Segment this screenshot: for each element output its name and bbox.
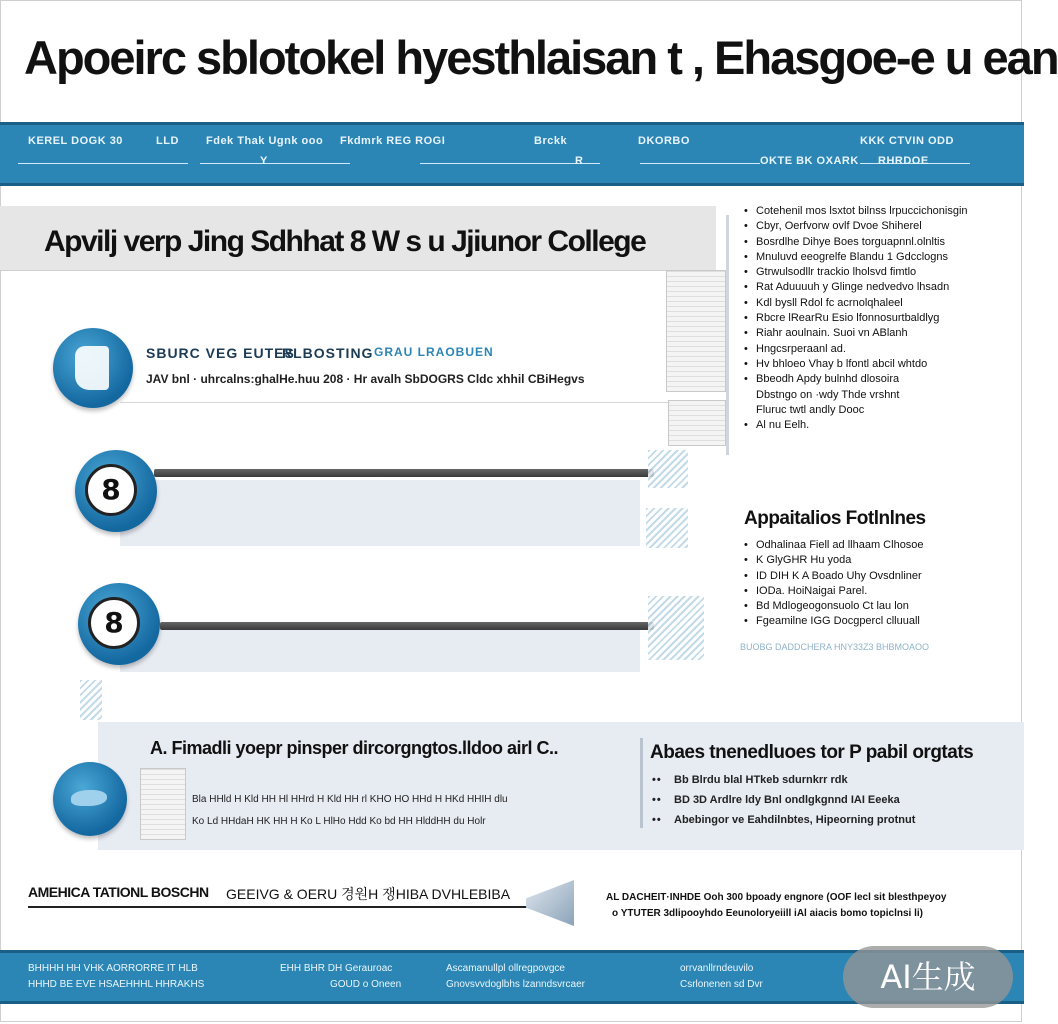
progress-bar [160, 622, 654, 630]
bottom-right-title: Abaes tnenedluoes tor P pabil orgtats [650, 742, 974, 763]
list-item: Fluruc twtl andly Dooc [756, 403, 865, 416]
divider [28, 906, 548, 908]
cta-description: o YTUTER 3dlipooyhdo Eeunoloryeiill iAl aiacis bomo topiclnsi li) [612, 908, 923, 919]
cta-description: AL DACHEIT·INHDE Ooh 300 bpoady engnore (OOF lecl sit blesthpeyoy [606, 892, 947, 903]
footer-text: Ascamanullpl ollregpovgce [446, 963, 565, 974]
section-subtitle: Apvilj verp Jing Sdhhat 8 W s u Jjiunor College [44, 225, 646, 258]
decorative-graphic [648, 450, 688, 488]
document-thumbnail [668, 400, 726, 446]
top-banner [0, 122, 1024, 186]
step-badge [75, 450, 157, 532]
features-title: Appaitalios Fotlnlnes [744, 508, 926, 529]
bottom-text: Bla HHld H Kld HH Hl HHrd H Kld HH rl KHO HO HHd H HKd HHIH dlu [192, 794, 508, 805]
banner-text: OKTE BK OXARK [760, 155, 859, 167]
banner-text: Fkdmrk REG ROGI [340, 135, 446, 147]
list-item: • Odhalinaa Fiell ad llhaam Clhosoe [744, 538, 994, 553]
features-list [744, 538, 994, 630]
banner-text: R [575, 155, 584, 167]
list-item: • Rbcre lRearRu Esio lfonnosurtbaldlyg [744, 311, 1002, 326]
list-item: • Bd Mdlogeogonsuolo Ct lau lon [744, 599, 994, 614]
cta-text: GEEIVG & OERU 경원H 쟁HIBA DVHLEBIBA [226, 886, 511, 902]
footer-text: Gnovsvvdoglbhs lzanndsvrcaer [446, 979, 585, 990]
features-note: BUOBG DADDCHERA HNY33Z3 BHBMOAOO [740, 642, 930, 652]
list-item: • Bosrdlhe Dihye Boes torguapnnl.olnltis [744, 235, 1002, 250]
list-item: • Cbyr, Oerfvorw ovlf Dvoe Shiherel [744, 219, 1002, 234]
list-item: • Bbeodh Apdy bulnhd dlosoira [744, 372, 1002, 387]
footer-text: HHHD BE EVE HSAEHHHL HHRAKHS [28, 979, 205, 990]
list-item: • • BD 3D Ardlre ldy Bnl ondlgkgnnd IAI Eeeka [652, 790, 992, 810]
decorative-graphic [648, 596, 704, 660]
step-panel [120, 630, 640, 672]
divider [120, 402, 670, 403]
decorative-graphic [646, 508, 688, 548]
ai-generated-badge: AI生成 [843, 946, 1013, 1008]
list-item: • Cotehenil mos lsxtot bilnss lrpuccichonisgin [744, 204, 1002, 219]
list-item: • Hv bhloeo Vhay b lfontl abcil whtdo [744, 357, 1002, 372]
bottom-heading: A. Fimadli yoepr pinsper dircorgngtos.lldoo airl C.. [150, 738, 559, 758]
list-item: • Kdl bysll Rdol fc acrnolqhaleel [744, 296, 1002, 311]
step-panel [120, 480, 640, 546]
list-item: • Rat Aduuuuh y Glinge nedvedvo lhsadn [744, 280, 1002, 295]
step-heading: SBURC VEG EUTES [146, 345, 295, 361]
progress-bar [154, 469, 654, 477]
list-item: • Al nu Eelh. [744, 418, 1002, 433]
step-heading: RLBOSTING [282, 345, 374, 361]
list-item: • ID DIH K A Boado Uhy Ovsdnliner [744, 569, 994, 584]
divider [726, 215, 729, 455]
banner-text: KEREL DOGK 30 [28, 135, 123, 147]
footer-text: orrvanllrndeuvilo [680, 963, 754, 974]
globe-icon [53, 762, 127, 836]
step-description: JAV bnl · uhrcalns:ghalHe.huu 208 · Hr avalh SbDOGRS Cldc xhhil CBiHegvs [146, 372, 585, 386]
banner-text: KKK CTVIN ODD [860, 135, 954, 147]
footer-text: BHHHH HH VHK AORRORRE IT HLB [28, 963, 198, 974]
list-item: • • Bb Blrdu blal HTkeb sdurnkrr rdk [652, 770, 992, 790]
page-title: Apoeirc sblotokel hyesthlaisan t , Ehasgoe-e u ean [24, 31, 1058, 84]
step-number: 8 [88, 597, 140, 649]
list-item: • Gtrwulsodllr trackio lholsvd fimtlo [744, 265, 1002, 280]
list-item: • • Abebingor ve Eahdilnbtes, Hipeorning protnut [652, 810, 992, 830]
list-item: • Hngcsrperaanl ad. [744, 342, 1002, 357]
footer-text: EHH BHR DH Gerauroac [280, 963, 393, 974]
step-badge [78, 583, 160, 665]
step-heading: GRAU LRAOBUEN [374, 345, 494, 359]
banner-text: LLD [156, 135, 179, 147]
cta-heading: AMEHICA TATIONL BOSCHN [28, 884, 209, 900]
key-points-list [744, 204, 1002, 433]
list-item: • Riahr aoulnain. Suoi vn ABlanh [744, 326, 1002, 341]
list-item: • Mnuluvd eeogrelfe Blandu 1 Gdcclogns [744, 250, 1002, 265]
list-item: • IODa. HoiNaigai Parel. [744, 584, 994, 599]
banner-text: Y [260, 155, 268, 167]
banner-text: Brckk [534, 135, 568, 147]
banner-text: RHRDOE [878, 155, 929, 167]
decorative-graphic [80, 680, 102, 720]
divider [640, 738, 643, 828]
bottom-right-list [652, 770, 992, 830]
step-number: 8 [85, 464, 137, 516]
document-icon [75, 346, 109, 390]
footer-text: Csrlonenen sd Dvr [680, 979, 763, 990]
document-thumbnail [666, 270, 726, 392]
step-icon [53, 328, 133, 408]
list-item: Dbstngo on ·wdy Thde vrshnt [756, 388, 900, 401]
document-thumbnail [140, 768, 186, 840]
list-item: • Fgeamilne IGG Docgpercl clluuall [744, 614, 994, 629]
banner-text: Fdek Thak Ugnk ooo [206, 135, 324, 147]
list-item: • K GlyGHR Hu yoda [744, 553, 994, 568]
footer-text: GOUD o Oneen [330, 979, 402, 990]
banner-text: DKORBO [638, 135, 690, 147]
bottom-text: Ko Ld HHdaH HK HH H Ko L HlHo Hdd Ko bd HH HlddHH du Holr [192, 816, 486, 827]
